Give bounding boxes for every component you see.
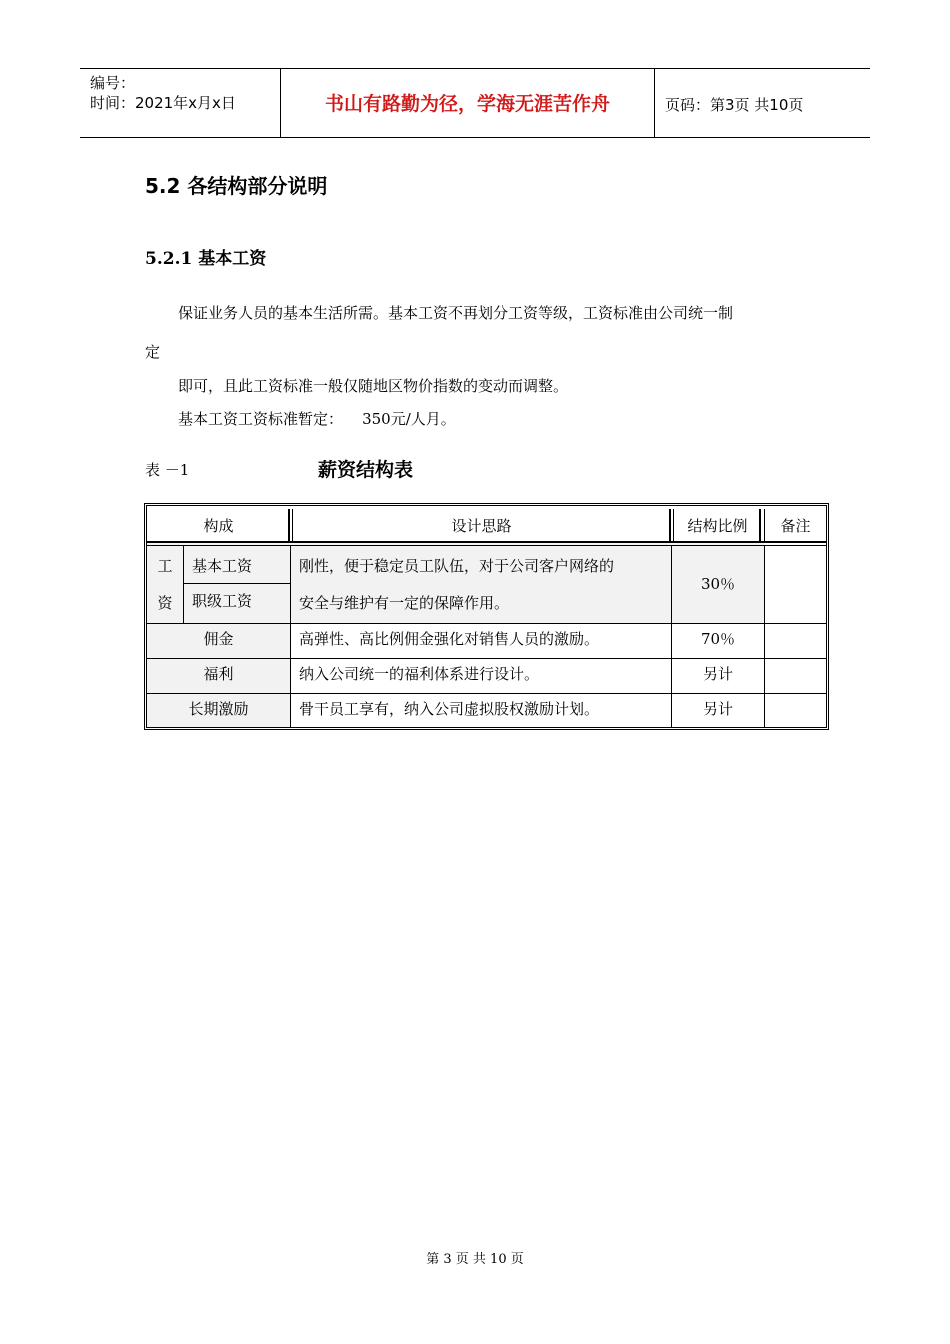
- table-header-cell: 结构比例: [687, 517, 748, 535]
- table-row-desc: 纳入公司统一的福利体系进行设计。: [299, 665, 540, 683]
- table-grid-line: [759, 509, 761, 542]
- salary-structure-table: [144, 503, 829, 730]
- table-grid-line: [147, 545, 826, 546]
- table-grid-line: [183, 546, 184, 624]
- table-grid-line: [147, 658, 826, 659]
- table-label: 表 －1: [145, 461, 190, 479]
- table-row-desc: 骨干员工享有，纳入公司虚拟股权激励计划。: [299, 700, 600, 718]
- table-grid-line: [764, 509, 765, 542]
- table-row-item: 长期激励: [188, 700, 249, 718]
- wage-sub-item: 职级工资: [192, 592, 253, 610]
- page-header: [80, 68, 870, 138]
- header-motto: 书山有路勤为径，学海无涯苦作舟: [324, 93, 610, 115]
- table-header-cell: 构成: [203, 517, 234, 535]
- wage-description: 刚性，便于稳定员工队伍，对于公司客户网络的: [299, 557, 615, 575]
- table-row-item: 福利: [203, 665, 234, 683]
- wage-ratio: 30％: [700, 575, 736, 593]
- table-grid-line: [292, 509, 293, 542]
- paragraph-line: 基本工资工资标准暂定： 350元/人月。: [178, 410, 456, 428]
- wage-description: 安全与维护有一定的保障作用。: [299, 594, 510, 612]
- table-header-cell: 备注: [780, 517, 811, 535]
- table-grid-line: [288, 509, 290, 542]
- paragraph-line: 定: [145, 343, 161, 361]
- paragraph-line: 保证业务人员的基本生活所需。基本工资不再划分工资等级，工资标准由公司统一制: [178, 304, 734, 322]
- table-row-ratio: 另计: [702, 700, 733, 718]
- table-grid-line: [147, 623, 826, 624]
- table-header-cell: 设计思路: [451, 517, 512, 535]
- wage-sub-item: 基本工资: [192, 557, 253, 575]
- table-row-desc: 高弹性、高比例佣金强化对销售人员的激励。: [299, 630, 600, 648]
- table-row-item: 佣金: [203, 630, 234, 648]
- subsection-title: 5.2.1 基本工资: [145, 249, 267, 269]
- table-title: 薪资结构表: [318, 459, 414, 481]
- table-grid-line: [147, 693, 826, 694]
- header-divider: [654, 69, 655, 137]
- time-label: 时间：2021年x月x日: [90, 94, 236, 112]
- section-title: 5.2 各结构部分说明: [145, 174, 328, 198]
- table-grid-line: [290, 546, 291, 727]
- table-grid-line: [147, 541, 826, 543]
- table-grid-line: [669, 509, 671, 542]
- paragraph-line: 即可，且此工资标准一般仅随地区物价指数的变动而调整。: [178, 377, 569, 395]
- page-footer: 第 3 页 共 10 页: [426, 1252, 524, 1267]
- table-row-ratio: 另计: [702, 665, 733, 683]
- table-grid-line: [764, 546, 765, 727]
- table-grid-line: [673, 509, 674, 542]
- table-grid-line: [183, 583, 290, 584]
- table-row-ratio: 70％: [700, 630, 736, 648]
- wage-group-label: 资: [157, 594, 173, 612]
- number-label: 编号：: [90, 74, 136, 92]
- header-page-info: 页码：第3页 共10页: [665, 96, 804, 114]
- wage-group-label: 工: [157, 557, 173, 575]
